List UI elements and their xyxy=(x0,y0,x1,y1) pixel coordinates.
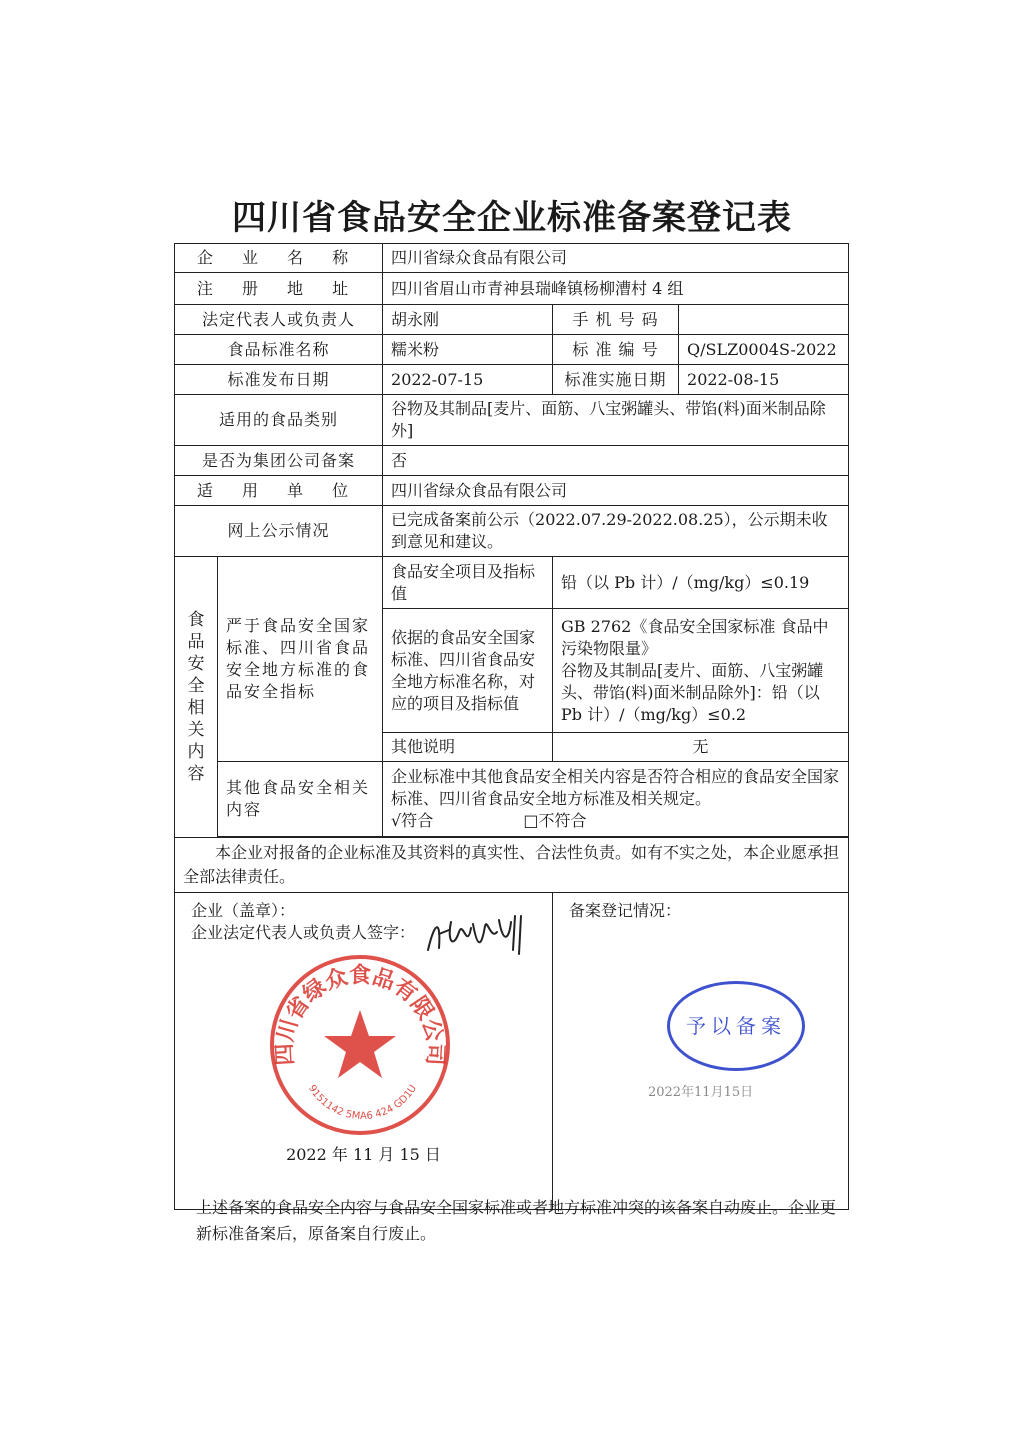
other-content-text: 企业标准中其他食品安全相关内容是否符合相应的食品安全国家标准、四川省食品安全地方标准及相关规定。 xyxy=(391,767,840,808)
company-name-value: 四川省绿众食品有限公司 xyxy=(383,244,849,273)
unit-value: 四川省绿众食品有限公司 xyxy=(383,476,849,506)
standard-name-value: 糯米粉 xyxy=(383,335,553,365)
publicity-label: 网上公示情况 xyxy=(175,506,383,557)
sign-date: 2022 年 11 月 15 日 xyxy=(286,1145,441,1164)
other-content-value xyxy=(383,762,849,837)
category-label: 适用的食品类别 xyxy=(175,395,383,446)
basis-label: 依据的食品安全国家标准、四川省食品安全地方标准名称，对应的项目及指标值 xyxy=(383,609,553,733)
basis-value-standard: GB 2762《食品安全国家标准 食品中污染物限量》 xyxy=(561,616,829,658)
record-stamp-text: 予以备案 xyxy=(686,1014,787,1038)
record-label: 备案登记情况： xyxy=(569,901,682,920)
record-stamp xyxy=(667,981,805,1071)
company-name-label: 企 业 名 称 xyxy=(175,244,383,273)
seal-star-icon xyxy=(324,1010,396,1078)
rep-sign-label: 企业法定代表人或负责人签字： xyxy=(191,923,416,942)
basis-value xyxy=(553,609,849,733)
strict-indicator-label: 严于食品安全国家标准、四川省食品安全地方标准的食品安全指标 xyxy=(218,557,383,762)
other-label: 其他说明 xyxy=(383,733,553,762)
company-seal xyxy=(265,950,455,1140)
basis-value-indicator: 谷物及其制品[麦片、面筋、八宝粥罐头、带馅(料)面米制品除外]：铅（以 Pb 计）/（mg/kg）≤0.2 xyxy=(561,660,824,724)
safety-section-label: 食品安全相关内容 xyxy=(175,557,218,838)
seal-text: 四川省绿众食品有限公司 xyxy=(272,963,448,1066)
address-value: 四川省眉山市青神县瑞峰镇杨柳漕村 4 组 xyxy=(383,273,849,305)
enterprise-seal-label: 企业（盖章）： xyxy=(191,901,296,920)
seal-code: 9151142 5MA6 424 GD1U xyxy=(305,1083,420,1123)
standard-no-label: 标 准 编 号 xyxy=(553,335,679,365)
conformity-options xyxy=(391,810,840,832)
address-label: 注 册 地 址 xyxy=(175,273,383,305)
group-label: 是否为集团公司备案 xyxy=(175,446,383,476)
phone-value xyxy=(679,305,849,335)
record-area xyxy=(553,893,849,1210)
phone-label: 手 机 号 码 xyxy=(553,305,679,335)
declaration-text: 本企业对报备的企业标准及其资料的真实性、合法性负责。如有不实之处，本企业愿承担全部法律责任。 xyxy=(175,838,849,893)
standard-name-label: 食品标准名称 xyxy=(175,335,383,365)
svg-text:9151142 5MA6 424 GD1U xyxy=(306,1083,419,1122)
impl-date-label: 标准实施日期 xyxy=(553,365,679,395)
unit-label: 适 用 单 位 xyxy=(175,476,383,506)
footnote: 上述备案的食品安全内容与食品安全国家标准或者地方标准冲突的该备案自动废止。企业更新标准备案后，原备案自行废止。 xyxy=(196,1198,837,1243)
item-label: 食品安全项目及指标值 xyxy=(383,557,553,609)
legal-rep-label: 法定代表人或负责人 xyxy=(175,305,383,335)
impl-date-value: 2022-08-15 xyxy=(679,365,849,395)
conform-option: √符合 xyxy=(391,811,434,830)
category-value: 谷物及其制品[麦片、面筋、八宝粥罐头、带馅(料)面米制品除外] xyxy=(383,395,849,446)
publicity-value: 已完成备案前公示（2022.07.29-2022.08.25），公示期未收到意见和建议。 xyxy=(383,506,849,557)
record-stamp-date: 2022年11月15日 xyxy=(647,1085,754,1100)
other-content-label: 其他食品安全相关内容 xyxy=(218,762,383,837)
other-value: 无 xyxy=(553,733,849,762)
not-conform-option: □不符合 xyxy=(523,811,587,830)
standard-no-value: Q/SLZ0004S-2022 xyxy=(679,335,849,365)
group-value: 否 xyxy=(383,446,849,476)
item-value: 铅（以 Pb 计）/（mg/kg）≤0.19 xyxy=(553,557,849,609)
publish-date-value: 2022-07-15 xyxy=(383,365,553,395)
publish-date-label: 标准发布日期 xyxy=(175,365,383,395)
registration-form-table xyxy=(174,243,849,1210)
legal-rep-value: 胡永刚 xyxy=(383,305,553,335)
page-title: 四川省食品安全企业标准备案登记表 xyxy=(232,198,792,238)
enterprise-sign-area xyxy=(175,893,553,1210)
